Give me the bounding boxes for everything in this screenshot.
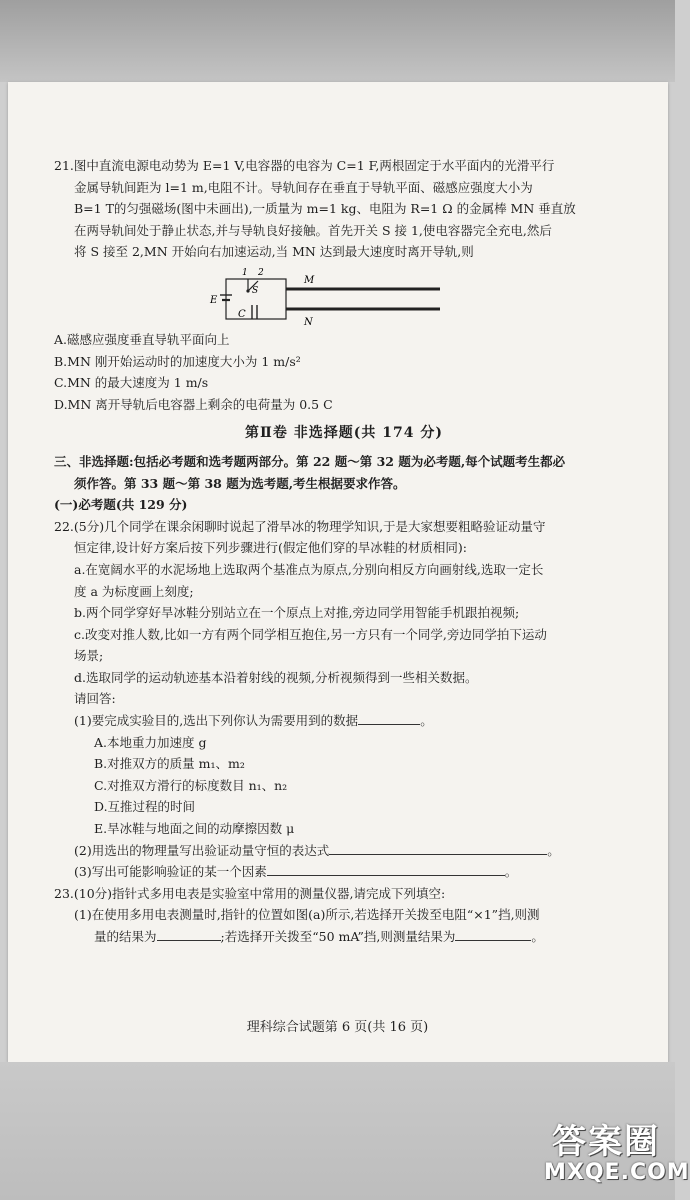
punct: 。	[504, 864, 518, 880]
q22-choice-e: E.旱冰鞋与地面之间的动摩擦因数 μ	[94, 821, 295, 837]
label-2: 2	[258, 267, 264, 278]
background-top	[0, 0, 675, 82]
required-heading: (一)必考题(共 129 分)	[54, 497, 188, 513]
q22-step-c: 场景;	[74, 648, 104, 664]
watermark-url: MXQE.COM	[544, 1160, 690, 1185]
q21-option-a: A.磁感应强度垂直导轨平面向上	[54, 331, 230, 347]
q21-option-b: B.MN 刚开始运动时的加速度大小为 1 m/s²	[54, 353, 301, 369]
q21-line: 金属导轨间距为 l=1 m,电阻不计。导轨间存在垂直于导轨平面、磁感应强度大小为	[74, 179, 533, 195]
answer-blank[interactable]	[358, 710, 420, 725]
q22-stem: 恒定律,设计好方案后按下列步骤进行(假定他们穿的旱冰鞋的材质相同):	[74, 540, 467, 556]
q22-choice-d: D.互推过程的时间	[94, 799, 196, 815]
answer-blank[interactable]	[267, 861, 505, 876]
label-m: M	[304, 274, 315, 286]
q22-choice-b: B.对推双方的质量 m₁、m₂	[94, 756, 245, 772]
q22-sub1	[54, 710, 634, 732]
q22-choice-a: A.本地重力加速度 g	[94, 734, 207, 750]
q23-text: ;若选择开关拨至“50 mA”挡,则测量结果为	[220, 929, 456, 944]
q22-ask: 请回答:	[74, 691, 116, 707]
page-footer: 理科综合试题第 6 页(共 16 页)	[246, 1020, 429, 1035]
q22-step-c: c.改变对推人数,比如一方有两个同学相互抱住,另一方只有一个同学,旁边同学拍下运动	[74, 626, 547, 642]
section-intro: 须作答。第 33 题～第 38 题为选考题,考生根据要求作答。	[74, 475, 406, 491]
answer-blank[interactable]	[455, 926, 531, 941]
answer-blank[interactable]	[157, 926, 221, 941]
question-22	[54, 516, 634, 883]
q22-sub2-text: (2)用选出的物理量写出验证动量守恒的表达式	[74, 842, 330, 858]
circuit-diagram	[204, 265, 444, 327]
q21-line: 21.图中直流电源电动势为 E=1 V,电容器的电容为 C=1 F,两根固定于水平面内的光滑平行	[54, 158, 555, 173]
q21-line: B=1 T的匀强磁场(图中未画出),一质量为 m=1 kg、电阻为 R=1 Ω 的金属棒 MN 垂直放	[74, 201, 576, 217]
label-s: S	[252, 285, 259, 296]
answer-blank[interactable]	[329, 840, 547, 855]
q23-sub1-cont	[54, 926, 634, 948]
q22-step-a: 度 a 为标度画上刻度;	[74, 583, 194, 599]
q22-sub3	[54, 861, 634, 883]
watermark-logo	[538, 1112, 690, 1192]
q22-stem: 22.(5分)几个同学在课余闲聊时说起了滑旱冰的物理学知识,于是大家想要粗略验证动量守	[54, 518, 546, 534]
q22-sub1-text: (1)要完成实验目的,选出下列你认为需要用到的数据	[74, 713, 359, 729]
q22-choice-c: C.对推双方滑行的标度数目 n₁、n₂	[94, 777, 288, 793]
label-e: E	[210, 294, 218, 306]
label-c: C	[238, 308, 246, 320]
label-n: N	[304, 316, 313, 328]
watermark-text: 答案圈	[552, 1122, 660, 1162]
page-content	[54, 155, 634, 948]
q22-step-d: d.选取同学的运动轨迹基本沿着射线的视频,分析视频得到一些相关数据。	[74, 669, 478, 685]
q22-sub2	[54, 840, 634, 862]
q21-option-d: D.MN 离开导轨后电容器上剩余的电荷量为 0.5 C	[54, 396, 333, 412]
q23-stem: 23.(10分)指针式多用电表是实验室中常用的测量仪器,请完成下列填空:	[54, 885, 446, 901]
q23-text: 量的结果为	[94, 929, 157, 944]
q22-step-a: a.在宽阔水平的水泥场地上选取两个基准点为原点,分别向相反方向画射线,选取一定长	[74, 561, 544, 577]
question-21	[54, 155, 634, 415]
q21-line: 在两导轨间处于静止状态,并与导轨良好接触。首先开关 S 接 1,使电容器完全充电,然后	[74, 222, 552, 238]
q22-sub3-text: (3)写出可能影响验证的某一个因素	[74, 864, 267, 880]
switch-pivot	[246, 289, 249, 292]
label-1: 1	[242, 267, 248, 278]
section-intro: 三、非选择题:包括必考题和选考题两部分。第 22 题～第 32 题为必考题,每个试题考生都必	[54, 453, 566, 469]
punct: 。	[547, 842, 560, 858]
section-title: 第Ⅱ卷 非选择题(共 174 分)	[245, 425, 443, 442]
punct: 。	[531, 929, 544, 944]
q22-step-b: b.两个同学穿好旱冰鞋分别站立在一个原点上对推,旁边同学用智能手机跟拍视频;	[74, 605, 520, 621]
question-23	[54, 883, 634, 948]
q21-option-c: C.MN 的最大速度为 1 m/s	[54, 375, 209, 391]
q23-sub1: (1)在使用多用电表测量时,指针的位置如图(a)所示,若选择开关拨至电阻“×1”挡,则测	[74, 907, 540, 923]
q21-line: 将 S 接至 2,MN 开始向右加速运动,当 MN 达到最大速度时离开导轨,则	[74, 244, 474, 260]
punct: 。	[420, 713, 433, 729]
circuit-box	[226, 279, 286, 319]
